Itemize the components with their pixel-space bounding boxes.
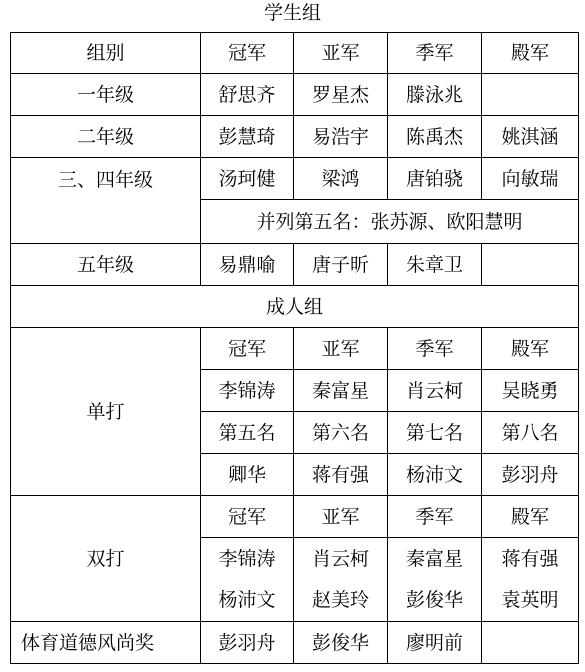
player-cell	[482, 74, 579, 116]
player-cell: 秦富星	[388, 538, 482, 580]
doubles-label: 双打	[11, 496, 201, 622]
player-cell: 唐铂骁	[388, 158, 482, 200]
header-champion: 冠军	[201, 328, 294, 370]
player-cell: 秦富星	[294, 370, 388, 412]
table-row	[11, 622, 579, 664]
header-third: 季军	[388, 328, 482, 370]
rank-cell: 第五名	[201, 412, 294, 454]
player-cell: 吴晓勇	[482, 370, 579, 412]
adult-group-title: 成人组	[11, 286, 579, 328]
grade-cell: 二年级	[11, 116, 201, 158]
results-table	[10, 32, 579, 664]
player-cell: 廖明前	[388, 622, 482, 664]
table-row	[11, 158, 579, 200]
player-cell: 蒋有强	[482, 538, 579, 580]
player-cell: 罗星杰	[294, 74, 388, 116]
header-third: 季军	[388, 33, 482, 74]
player-cell: 彭俊华	[388, 580, 482, 622]
player-cell: 彭羽舟	[201, 622, 294, 664]
player-cell: 滕泳兆	[388, 74, 482, 116]
header-runner-up: 亚军	[294, 33, 388, 74]
table-row	[11, 244, 579, 286]
table-row	[11, 328, 579, 370]
player-cell: 赵美玲	[294, 580, 388, 622]
header-champion: 冠军	[201, 33, 294, 74]
header-third: 季军	[388, 496, 482, 538]
player-cell: 舒思齐	[201, 74, 294, 116]
header-runner-up: 亚军	[294, 328, 388, 370]
player-cell: 杨沛文	[388, 454, 482, 496]
grade-cell: 五年级	[11, 244, 201, 286]
header-row	[11, 33, 579, 74]
tie-note: 并列第五名：张苏源、欧阳慧明	[201, 200, 579, 244]
player-cell: 杨沛文	[201, 580, 294, 622]
table-row	[11, 116, 579, 158]
rank-cell: 第六名	[294, 412, 388, 454]
header-runner-up: 亚军	[294, 496, 388, 538]
table-caption: 学生组	[263, 2, 321, 24]
player-cell	[482, 622, 579, 664]
player-cell: 李锦涛	[201, 538, 294, 580]
player-cell: 汤珂健	[201, 158, 294, 200]
rank-cell: 第七名	[388, 412, 482, 454]
player-cell: 梁鸿	[294, 158, 388, 200]
header-fourth: 殿军	[482, 328, 579, 370]
player-cell: 李锦涛	[201, 370, 294, 412]
player-cell: 唐子昕	[294, 244, 388, 286]
player-cell: 姚淇涵	[482, 116, 579, 158]
grade-cell: 三、四年级	[11, 158, 201, 244]
player-cell: 肖云柯	[294, 538, 388, 580]
sportsmanship-award-label: 体育道德风尚奖	[11, 622, 201, 664]
header-group: 组别	[11, 33, 201, 74]
table-row	[11, 496, 579, 538]
player-cell	[482, 244, 579, 286]
player-cell: 肖云柯	[388, 370, 482, 412]
rank-cell: 第八名	[482, 412, 579, 454]
player-cell: 袁英明	[482, 580, 579, 622]
player-cell: 朱章卫	[388, 244, 482, 286]
singles-label: 单打	[11, 328, 201, 496]
player-cell: 卿华	[201, 454, 294, 496]
header-fourth: 殿军	[482, 496, 579, 538]
player-cell: 陈禹杰	[388, 116, 482, 158]
player-cell: 彭羽舟	[482, 454, 579, 496]
player-cell: 彭慧琦	[201, 116, 294, 158]
table-row	[11, 74, 579, 116]
player-cell: 易浩宇	[294, 116, 388, 158]
adult-title-row	[11, 286, 579, 328]
player-cell: 蒋有强	[294, 454, 388, 496]
header-champion: 冠军	[201, 496, 294, 538]
player-cell: 彭俊华	[294, 622, 388, 664]
header-fourth: 殿军	[482, 33, 579, 74]
grade-cell: 一年级	[11, 74, 201, 116]
player-cell: 易鼎喻	[201, 244, 294, 286]
player-cell: 向敏瑞	[482, 158, 579, 200]
